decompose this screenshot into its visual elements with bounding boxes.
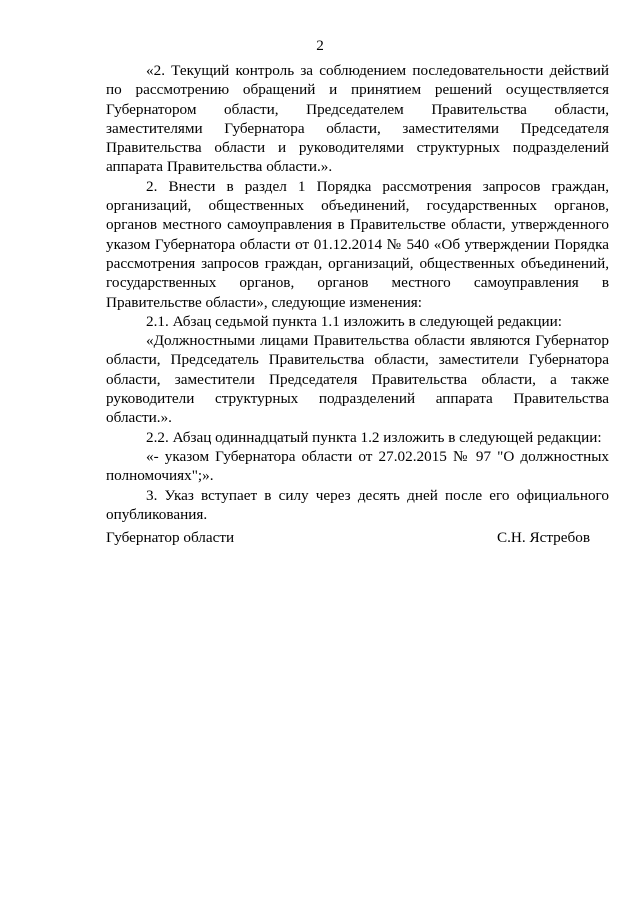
page-number: 2 <box>316 37 324 54</box>
document-body <box>106 61 609 524</box>
paragraph-control-clause: «2. Текущий контроль за соблюдением последовательности действий по рассмотрению обращений и принятием решений осуществляется Губернатором области, Председателем Правительства области, заместителями Губернатора области, заместителями Председателя Правительства области и руководителями структурных подразделений аппарата Правительства области.». <box>106 62 609 176</box>
paragraph-effective-date: 3. Указ вступает в силу через десять дней после его официального опубликования. <box>106 486 609 523</box>
paragraph-decree-reference: «- указом Губернатора области от 27.02.2015 № 97 "О должностных полномочиях";». <box>106 447 609 485</box>
paragraph-officials-definition: «Должностными лицами Правительства области являются Губернатор области, Председатель Правительства области, заместители Губернатора области, заместители Председателя Правительства области, а также руководители структурных подразделений аппарата Правительства области.». <box>106 332 609 427</box>
paragraph-item-2-2: 2.2. Абзац одиннадцатый пункта 1.2 изложить в следующей редакции: <box>146 428 602 446</box>
signatory-name: С.Н. Ястребов <box>496 529 590 546</box>
paragraph-item-2-1: 2.1. Абзац седьмой пункта 1.1 изложить в следующей редакции: <box>146 312 562 330</box>
signatory-position: Губернатор области <box>106 529 235 546</box>
paragraph-amendment-intro: 2. Внести в раздел 1 Порядка рассмотрения запросов граждан, организаций, общественных объединений, государственных органов, органов местного самоуправления в Правительстве области, утвержденного указом Губернатора области от 01.12.2014 № 540 «Об утверждении Порядка рассмотрения запросов граждан, организаций, общественных объединений, государственных органов, органов местного самоуправления в Правительстве области», следующие изменения: <box>106 177 609 311</box>
signature-block <box>106 528 590 547</box>
